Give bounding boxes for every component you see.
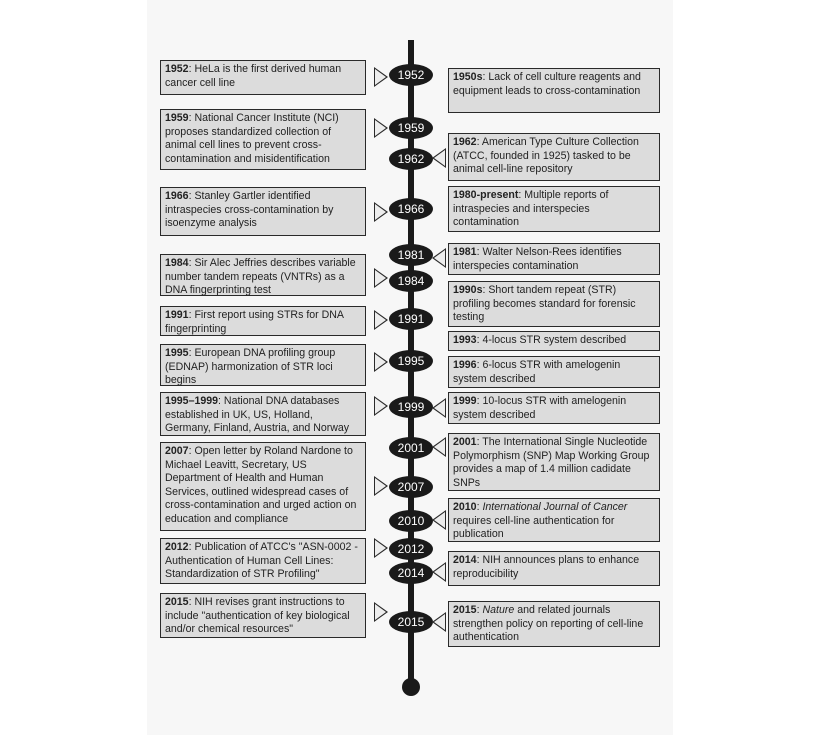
event-text: : American Type Culture Collection (ATCC, founded in 1925) tasked to be animal cell-line repository	[453, 136, 639, 175]
event-box-left-7	[160, 442, 366, 531]
event-text: requires cell-line authentication for publication	[453, 514, 615, 540]
event-year: 1991	[165, 309, 189, 321]
event-text: and related journals strengthen policy on reporting of cell-line authentication	[453, 604, 644, 643]
event-box-left-3	[160, 254, 366, 296]
event-text: : European DNA profiling group (EDNAP) harmonization of STR loci begins	[165, 347, 336, 386]
event-year: 1990s	[453, 284, 483, 296]
year-marker-1991: 1991	[389, 308, 433, 330]
event-year: 1952	[165, 63, 189, 75]
year-marker-2015: 2015	[389, 611, 433, 633]
event-text: : The International Single Nucleotide Polymorphism (SNP) Map Working Group provides a map of 1.4 million cadidate SNPs	[453, 436, 650, 489]
event-year: 1999	[453, 395, 477, 407]
event-text: : 4-locus STR system described	[476, 334, 627, 346]
event-box-left-8	[160, 538, 366, 584]
event-text: : 10-locus STR with amelogenin system described	[453, 395, 627, 421]
pointer-arrow-right-icon	[374, 538, 388, 558]
event-year: 1996	[453, 359, 477, 371]
event-year: 1984	[165, 257, 189, 269]
event-italic-title: Nature	[482, 604, 515, 616]
event-box-right-3	[448, 243, 660, 275]
pointer-arrow-right-icon	[374, 476, 388, 496]
year-marker-2001: 2001	[389, 437, 433, 459]
year-marker-1952: 1952	[389, 64, 433, 86]
event-text: : National DNA databases established in UK, US, Holland, Germany, Finland, Austria, and Norway	[165, 395, 350, 434]
event-box-right-10	[448, 551, 660, 586]
year-marker-2010: 2010	[389, 510, 433, 532]
event-box-right-6	[448, 356, 660, 388]
event-box-right-0	[448, 68, 660, 113]
event-year: 1995–1999	[165, 395, 219, 407]
year-marker-2012: 2012	[389, 538, 433, 560]
event-text: : Open letter by Roland Nardone to Michael Leavitt, Secretary, US Department of Health and Human Services, outlined widespread cases of cross-contamination and urged action on education and compliance	[165, 445, 357, 525]
event-text: : HeLa is the first derived human cancer cell line	[165, 63, 342, 89]
event-year: 1962	[453, 136, 477, 148]
event-year: 2015	[165, 596, 189, 608]
event-year: 2001	[453, 436, 477, 448]
event-box-right-5	[448, 331, 660, 351]
event-box-right-9: 2010: International Journal of Cancer requires cell-line authentication for publication	[448, 498, 660, 542]
event-text: : Multiple reports of intraspecies and interspecies contamination	[453, 189, 609, 228]
event-year: 2015	[453, 604, 477, 616]
pointer-arrow-left-icon	[432, 612, 446, 632]
event-box-left-0	[160, 60, 366, 95]
year-marker-1962: 1962	[389, 148, 433, 170]
event-box-right-11: 2015: Nature and related journals strengthen policy on reporting of cell-line authentication	[448, 601, 660, 647]
year-marker-1981: 1981	[389, 244, 433, 266]
event-year: 2012	[165, 541, 189, 553]
event-text: : National Cancer Institute (NCI) proposes standardized collection of animal cell lines to prevent cross-contamination and misidentification	[165, 112, 339, 165]
event-year: 2014	[453, 554, 477, 566]
pointer-arrow-right-icon	[374, 67, 388, 87]
event-text: : Short tandem repeat (STR) profiling becomes standard for forensic testing	[453, 284, 636, 323]
event-year: 1981	[453, 246, 477, 258]
event-box-left-6	[160, 392, 366, 436]
event-box-right-8	[448, 433, 660, 491]
event-year: 1995	[165, 347, 189, 359]
pointer-arrow-left-icon	[432, 437, 446, 457]
event-box-right-4	[448, 281, 660, 327]
event-box-right-2	[448, 186, 660, 232]
pointer-arrow-right-icon	[374, 310, 388, 330]
pointer-arrow-left-icon	[432, 562, 446, 582]
event-text: : NIH announces plans to enhance reproducibility	[453, 554, 640, 580]
event-box-left-1	[160, 109, 366, 170]
pointer-arrow-right-icon	[374, 202, 388, 222]
pointer-arrow-right-icon	[374, 396, 388, 416]
event-year: 1966	[165, 190, 189, 202]
pointer-arrow-right-icon	[374, 602, 388, 622]
event-year: 2010	[453, 501, 477, 513]
event-text: : Lack of cell culture reagents and equipment leads to cross-contamination	[453, 71, 641, 97]
event-box-left-4	[160, 306, 366, 336]
event-text: : NIH revises grant instructions to include "authentication of key biological and/or chemical resources"	[165, 596, 350, 635]
event-text: : 6-locus STR with amelogenin system described	[453, 359, 621, 385]
pointer-arrow-right-icon	[374, 268, 388, 288]
pointer-arrow-left-icon	[432, 398, 446, 418]
pointer-arrow-right-icon	[374, 352, 388, 372]
pointer-arrow-left-icon	[432, 248, 446, 268]
event-text: : Stanley Gartler identified intraspecies cross-contamination by isoenzyme analysis	[165, 190, 334, 229]
year-marker-1966: 1966	[389, 198, 433, 220]
event-text: : Sir Alec Jeffries describes variable number tandem repeats (VNTRs) as a DNA fingerprinting test	[165, 257, 356, 296]
event-year: 1980-present	[453, 189, 519, 201]
event-box-right-1	[448, 133, 660, 181]
year-marker-1959: 1959	[389, 117, 433, 139]
pointer-arrow-left-icon	[432, 148, 446, 168]
pointer-arrow-right-icon	[374, 118, 388, 138]
event-year: 1993	[453, 334, 477, 346]
event-text: : First report using STRs for DNA fingerprinting	[165, 309, 344, 335]
event-box-left-5	[160, 344, 366, 386]
year-marker-1999: 1999	[389, 396, 433, 418]
event-text: : Publication of ATCC's "ASN-0002 -Authentication of Human Cell Lines: Standardization of STR Profiling"	[165, 541, 358, 580]
pointer-arrow-left-icon	[432, 510, 446, 530]
year-marker-1995: 1995	[389, 350, 433, 372]
event-year: 1950s	[453, 71, 483, 83]
event-box-left-2	[160, 187, 366, 236]
event-text: : Walter Nelson-Rees identifies interspecies contamination	[453, 246, 622, 272]
year-marker-2007: 2007	[389, 476, 433, 498]
event-year: 1959	[165, 112, 189, 124]
event-year: 2007	[165, 445, 189, 457]
timeline-end-dot	[402, 678, 420, 696]
year-marker-1984: 1984	[389, 270, 433, 292]
year-marker-2014: 2014	[389, 562, 433, 584]
event-box-left-9	[160, 593, 366, 638]
event-italic-title: International Journal of Cancer	[482, 501, 628, 513]
event-box-right-7	[448, 392, 660, 424]
